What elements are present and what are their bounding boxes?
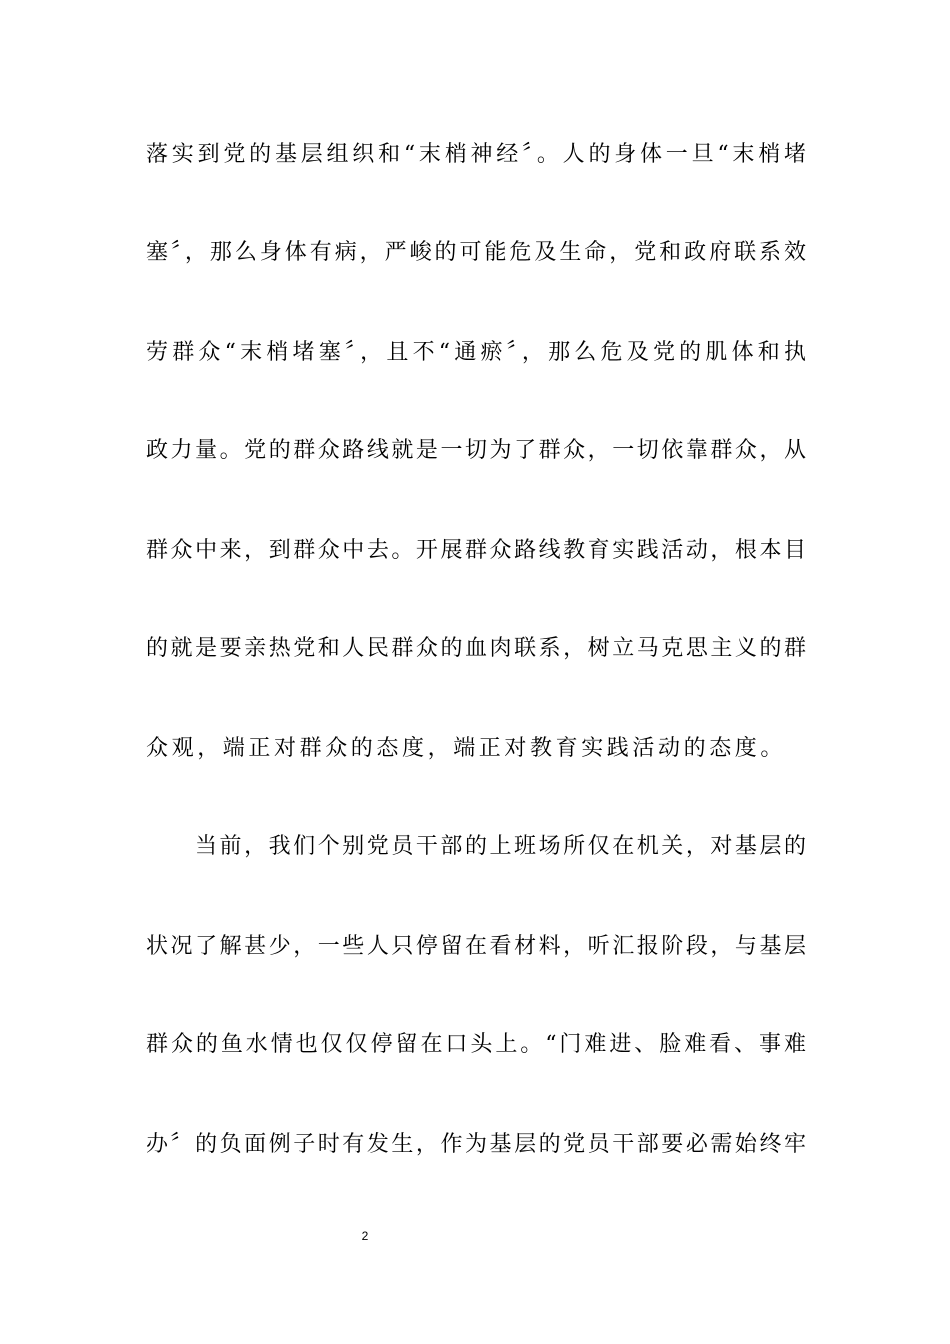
paragraph-1-line-1: 落实到党的基层组织和“末梢神经〞。人的身体一旦“末梢堵 [146, 142, 806, 167]
paragraph-2-line-1: 当前，我们个别党员干部的上班场所仅在机关，对基层的 [195, 834, 806, 859]
paragraph-2-line-3: 群众的鱼水情也仅仅停留在口头上。“门难进、脸难看、事难 [146, 1032, 806, 1057]
paragraph-2-line-2: 状况了解甚少，一些人只停留在看材料，听汇报阶段，与基层 [146, 934, 806, 959]
paragraph-1-line-5: 群众中来，到群众中去。开展群众路线教育实践活动，根本目 [146, 538, 806, 563]
paragraph-1-line-2: 塞〞，那么身体有病，严峻的可能危及生命，党和政府联系效 [146, 240, 806, 265]
paragraph-1-line-3: 劳群众“末梢堵塞〞，且不“通瘀〞，那么危及党的肌体和执 [146, 340, 806, 365]
paragraph-1-line-7: 众观，端正对群众的态度，端正对教育实践活动的态度。 [146, 736, 787, 761]
page-number: 2 [361, 1229, 369, 1243]
paragraph-1-line-4: 政力量。党的群众路线就是一切为了群众，一切依靠群众，从 [146, 438, 806, 463]
paragraph-2-line-4: 办〞的负面例子时有发生，作为基层的党员干部要必需始终牢 [146, 1132, 806, 1157]
paragraph-1-line-6: 的就是要亲热党和人民群众的血肉联系，树立马克思主义的群 [146, 636, 806, 661]
